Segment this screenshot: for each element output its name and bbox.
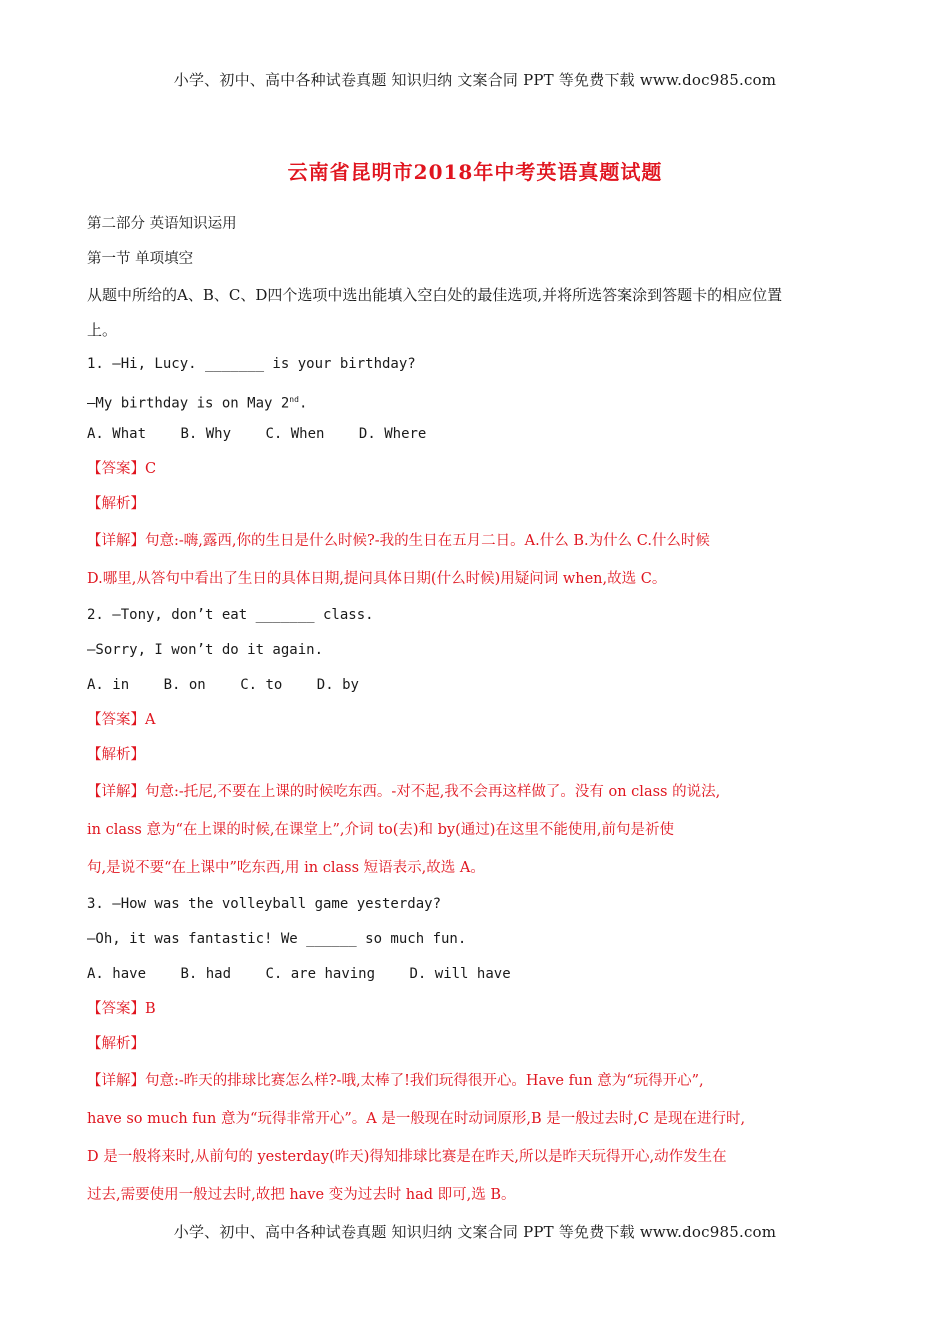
page-footer: 小学、初中、高中各种试卷真题 知识归纳 文案合同 PPT 等免费下载 www.doc985.com xyxy=(173,1223,777,1241)
question-3-reply: —Oh, it was fantastic! We ______ so much fun. xyxy=(87,931,467,947)
question-1-options xyxy=(87,417,877,452)
option-a: A. in xyxy=(87,677,130,693)
question-3-detail-line: 过去,需要使用一般过去时,故把 have 变为过去时 had 即可,选 B。 xyxy=(87,1187,516,1203)
option-c: C. When xyxy=(265,426,325,442)
question-3 xyxy=(87,887,877,1214)
option-b: B. Why xyxy=(180,426,232,442)
section-heading: 第一节 单项填空 xyxy=(87,251,194,267)
question-2-options xyxy=(87,668,877,703)
question-2-analysis: 【解析】 xyxy=(87,747,145,763)
question-1-prompt: 1. —Hi, Lucy. _______ is your birthday? xyxy=(87,356,416,372)
question-1-reply: —My birthday is on May 2nd. xyxy=(87,395,308,412)
option-c: C. are having xyxy=(265,966,376,982)
part-heading: 第二部分 英语知识运用 xyxy=(87,216,237,232)
question-3-analysis: 【解析】 xyxy=(87,1036,145,1052)
question-3-prompt: 3. —How was the volleyball game yesterday? xyxy=(87,896,442,912)
instruction-line-2: 上。 xyxy=(87,321,118,339)
option-a: A. have xyxy=(87,966,147,982)
instruction-line-1: 从题中所给的A、B、C、D四个选项中选出能填入空白处的最佳选项,并将所选答案涂到答题卡的相应位置 xyxy=(87,286,783,304)
question-2-detail-line: 【详解】句意:-托尼,不要在上课的时候吃东西。-对不起,我不会再这样做了。没有 on class 的说法, xyxy=(87,784,721,800)
question-1-analysis: 【解析】 xyxy=(87,496,145,512)
question-2-prompt: 2. —Tony, don’t eat _______ class. xyxy=(87,607,374,623)
question-3-answer: 【答案】B xyxy=(87,1001,156,1017)
document-body xyxy=(87,207,877,1214)
question-1-detail-line: 【详解】句意:-嗨,露西,你的生日是什么时候?-我的生日在五月二日。A.什么 B.为什么 C.什么时候 xyxy=(87,533,710,549)
question-1-detail-line: D.哪里,从答句中看出了生日的具体日期,提问具体日期(什么时候)用疑问词 when,故选 C。 xyxy=(87,571,667,587)
option-c: C. to xyxy=(240,677,283,693)
question-2 xyxy=(87,598,877,887)
question-2-answer: 【答案】A xyxy=(87,712,156,728)
question-2-detail-line: 句,是说不要“在上课中”吃东西,用 in class 短语表示,故选 A。 xyxy=(87,860,485,876)
option-b: B. on xyxy=(163,677,206,693)
page-header: 小学、初中、高中各种试卷真题 知识归纳 文案合同 PPT 等免费下载 www.doc985.com xyxy=(173,71,777,89)
option-b: B. had xyxy=(180,966,232,982)
question-2-reply: —Sorry, I won’t do it again. xyxy=(87,642,324,658)
question-2-detail-line: in class 意为“在上课的时候,在课堂上”,介词 to(去)和 by(通过)在这里不能使用,前句是祈使 xyxy=(87,822,675,838)
option-d: D. will have xyxy=(409,966,511,982)
question-3-detail-line: have so much fun 意为“玩得非常开心”。A 是一般现在时动词原形,B 是一般过去时,C 是现在进行时, xyxy=(87,1111,746,1127)
option-d: D. by xyxy=(316,677,359,693)
question-3-detail-line: D 是一般将来时,从前句的 yesterday(昨天)得知排球比赛是在昨天,所以是昨天玩得开心,动作发生在 xyxy=(87,1149,727,1165)
question-3-options xyxy=(87,957,877,992)
page-title: 云南省昆明市2018年中考英语真题试题 xyxy=(287,160,663,184)
question-1-answer: 【答案】C xyxy=(87,461,157,477)
question-3-detail-line: 【详解】句意:-昨天的排球比赛怎么样?-哦,太棒了!我们玩得很开心。Have fun 意为“玩得开心”, xyxy=(87,1073,704,1089)
question-1 xyxy=(87,347,877,598)
option-d: D. Where xyxy=(358,426,427,442)
option-a: A. What xyxy=(87,426,147,442)
